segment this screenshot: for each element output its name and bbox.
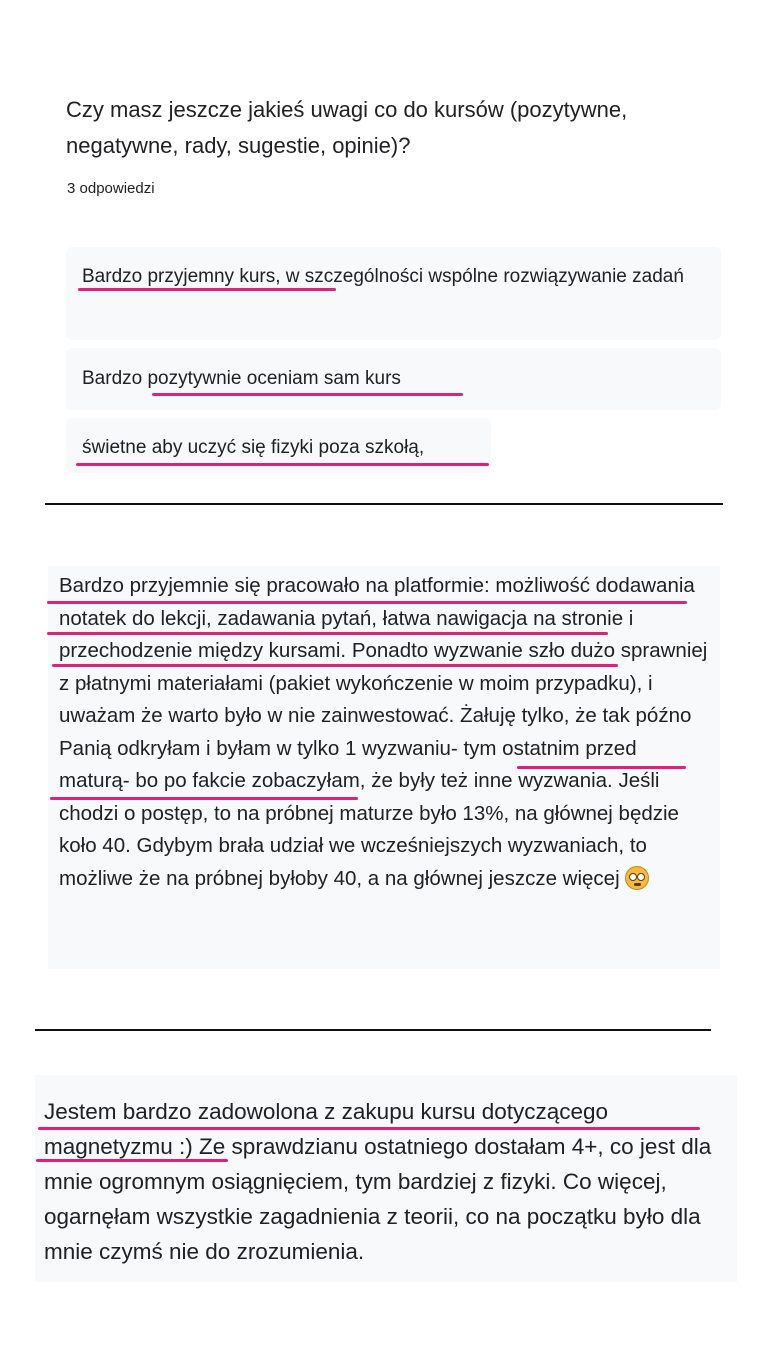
highlight-underline — [38, 1127, 700, 1130]
testimonial-text: Jestem bardzo zadowolona z zakupu kursu dotyczącego magnetyzmu :) Ze sprawdzianu ostatniego dostałam 4+, co jest dla mnie ogromnym osiągnięciem, tym bardziej z fizyki. Co więcej, ogarnęłam wszystkie zagadnienia z teorii, co na początku było dla mnie czymś nie do zrozumienia. — [44, 1099, 712, 1264]
smiling-face-with-glasses-icon — [625, 866, 649, 890]
response-text: Bardzo pozytywnie oceniam sam kurs — [82, 368, 401, 389]
highlight-underline — [50, 797, 358, 800]
highlight-underline — [78, 288, 336, 291]
response-card — [66, 247, 721, 340]
highlight-underline — [76, 463, 489, 466]
highlight-underline — [36, 1159, 228, 1162]
testimonial-card — [35, 1075, 737, 1282]
highlight-underline — [152, 393, 463, 396]
highlight-underline — [52, 664, 618, 667]
testimonial-text: Bardzo przyjemnie się pracowało na platformie: możliwość dodawania notatek do lekcji, zadawania pytań, łatwa nawigacja na stronie i przechodzenie między kursami. Ponadto wyzwanie szło dużo sprawniej z płatnymi materiałami (pakiet wykończenie w moim przypadku), i uważam że warto było w nie zainwestować. Żałuję tylko, że tak późno Panią odkryłam i byłam w tylko 1 wyzwaniu- tym ostatnim przed maturą- bo po fakcie zobaczyłam, że były też inne wyzwania. Jeśli chodzi o postęp, to na próbnej maturze było 13%, na głównej będzie koło 40. Gdybym brała udział we wcześniejszych wyzwaniach, to możliwe że na próbnej byłoby 40, a na głównej jeszcze więcej — [59, 574, 708, 890]
highlight-underline — [47, 601, 687, 604]
response-text: Bardzo przyjemny kurs, w szczególności wspólne rozwiązywanie zadań — [82, 266, 684, 287]
question-title: Czy masz jeszcze jakieś uwagi co do kursów (pozytywne, negatywne, rady, sugestie, opinie)? — [66, 97, 628, 158]
section-divider — [45, 503, 723, 505]
response-text: świetne aby uczyć się fizyki poza szkołą, — [82, 437, 425, 458]
highlight-underline — [47, 632, 608, 635]
section-divider — [35, 1029, 711, 1031]
response-card — [66, 348, 721, 410]
answer-count: 3 odpowiedzi — [67, 180, 155, 197]
highlight-underline — [517, 766, 686, 769]
